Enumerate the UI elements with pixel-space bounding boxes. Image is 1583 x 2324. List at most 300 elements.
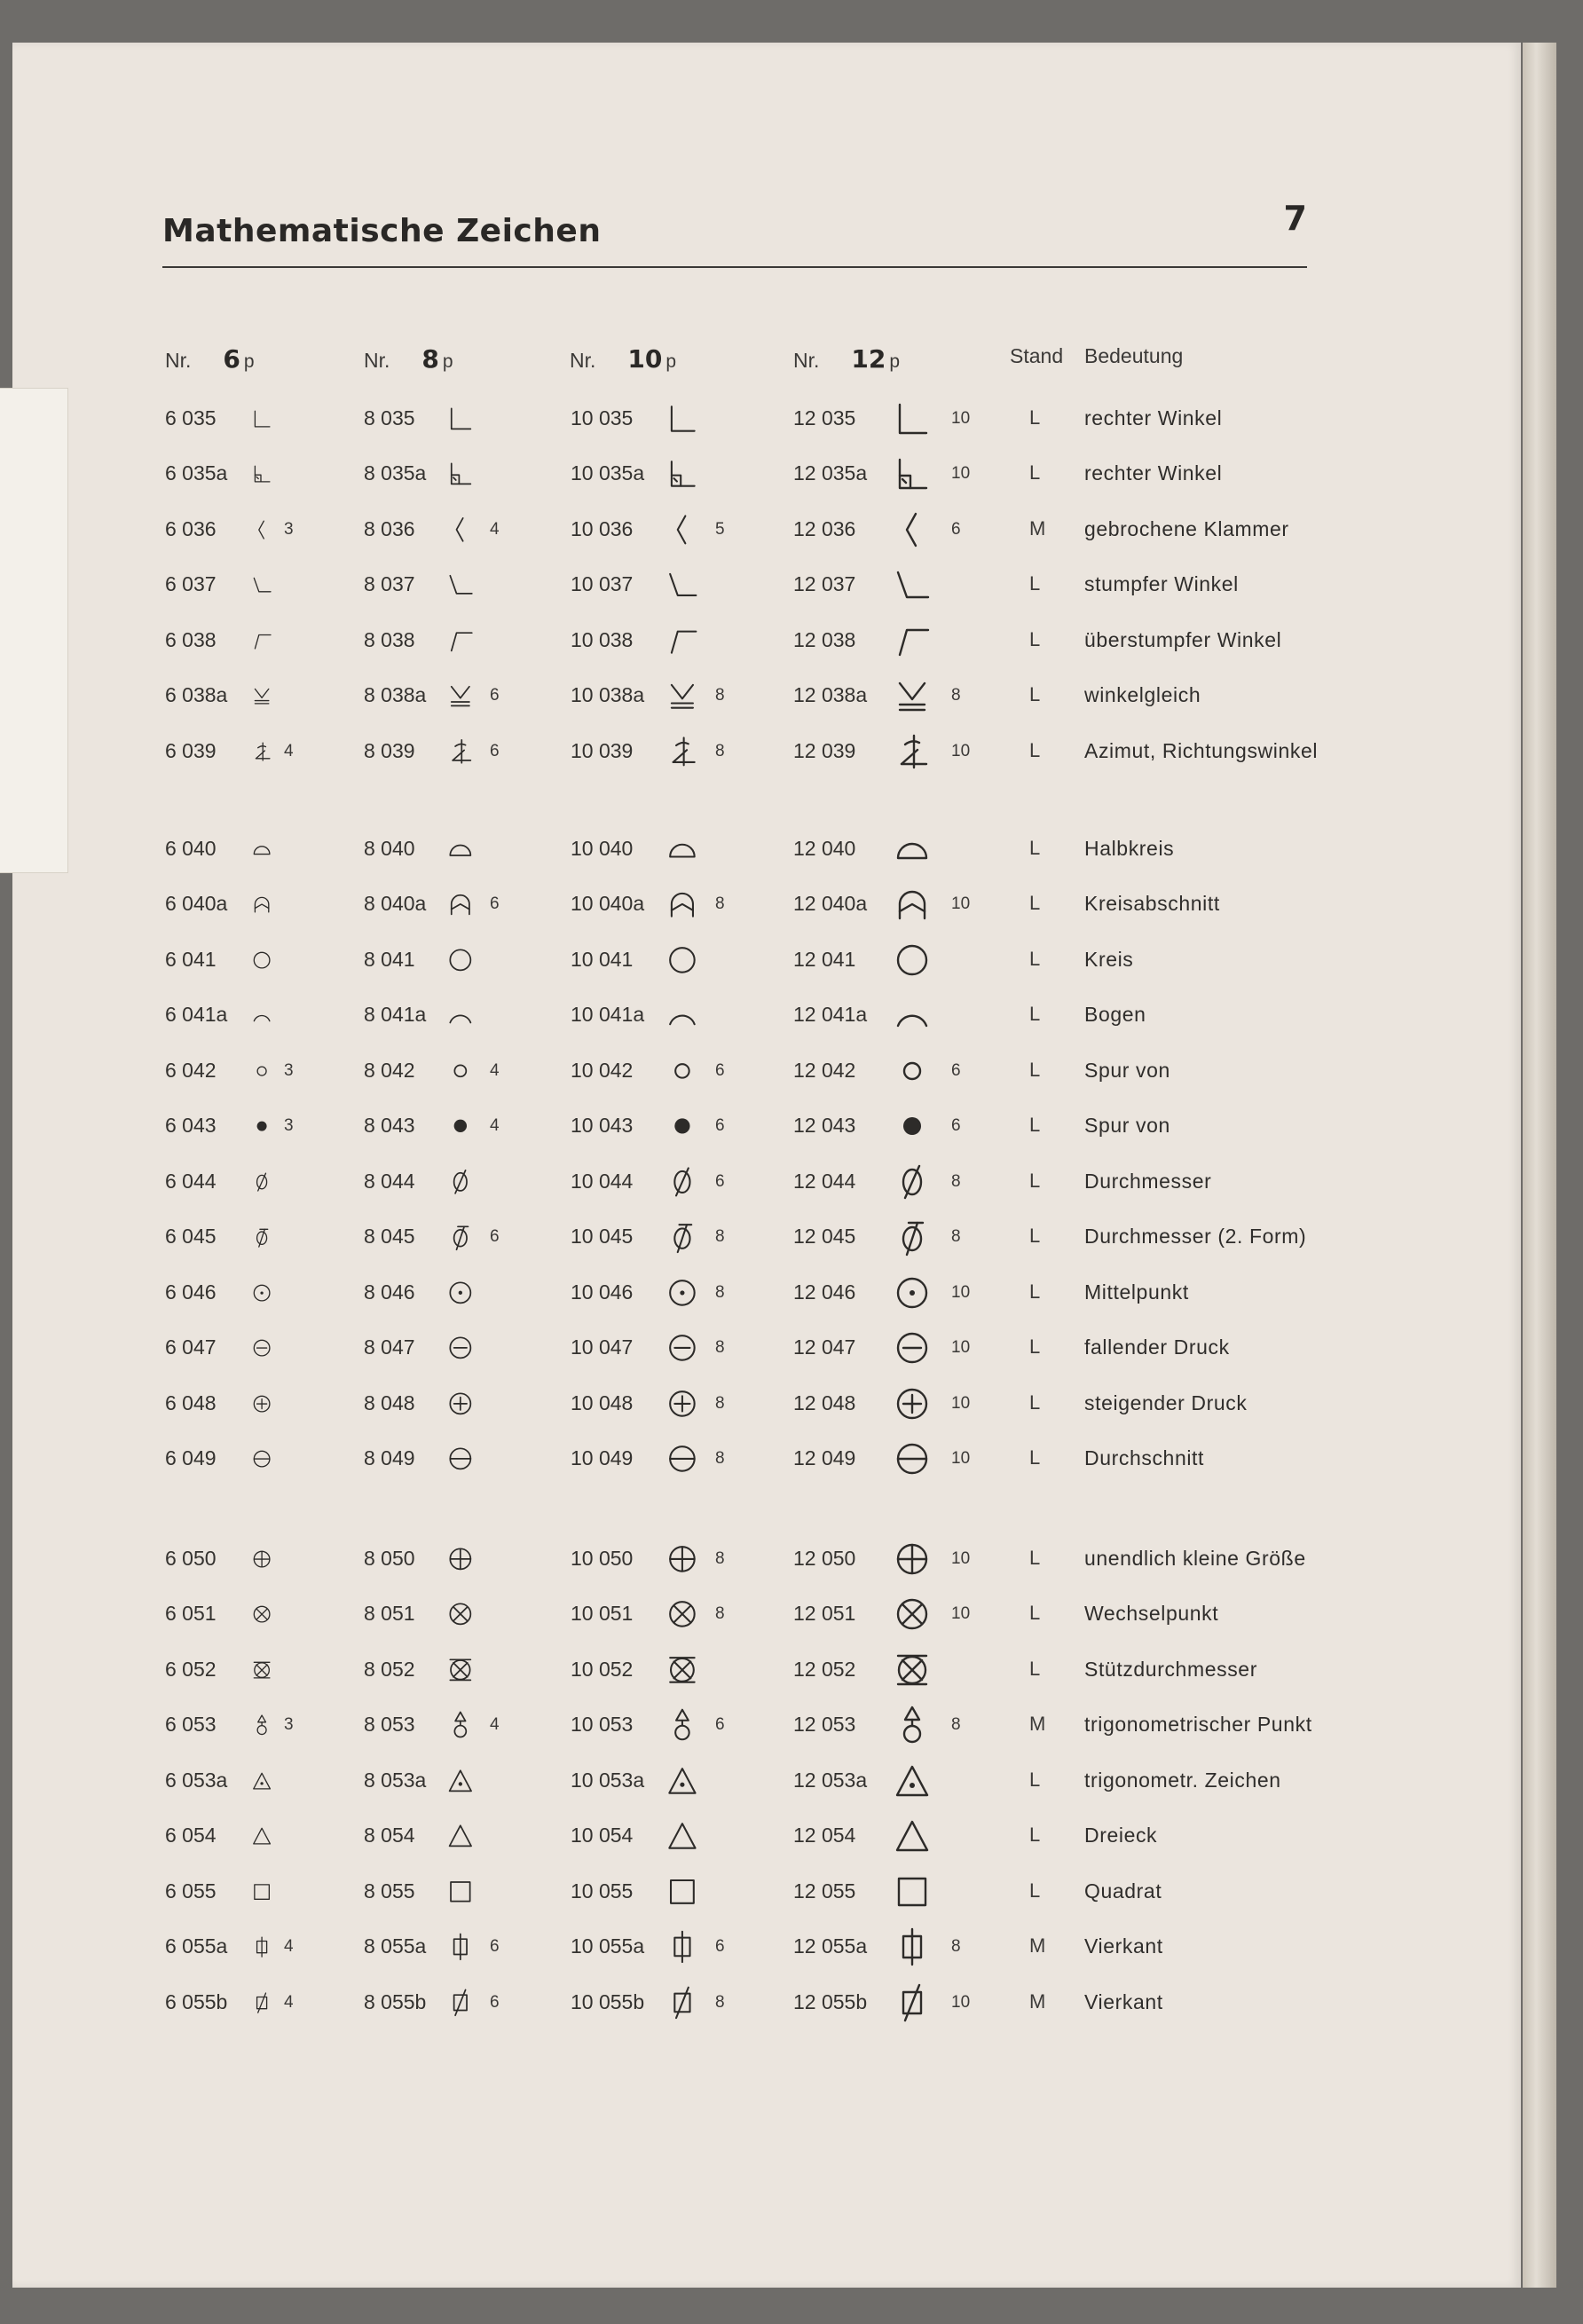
circle-x-bars-icon [665,1653,699,1687]
symbol-code: 8 054 [364,1824,415,1847]
diameter-alt-icon [665,1220,699,1254]
meaning-text: Durchschnitt [1084,1446,1205,1469]
symbol-code: 10 055b [571,1990,645,2013]
right-angle-marked-icon [893,454,932,493]
square-slash-icon [446,1989,475,2017]
square-icon [251,1881,272,1903]
trig-point-icon [446,1711,475,1739]
circle-segment-icon [665,887,699,921]
meaning-text: rechter Winkel [1084,461,1223,484]
square-bar-icon [893,1927,932,1966]
table-row [0,1280,1583,1334]
meaning-text: steigender Druck [1084,1391,1248,1414]
symbol-code: 12 042 [793,1059,856,1082]
circle-minus-icon [893,1328,932,1367]
symbol-code: 8 055 [364,1879,415,1903]
symbol-code: 8 041 [364,948,415,971]
square-bar-icon [251,1936,272,1958]
symbol-code: 8 055a [364,1934,427,1958]
circle-minus-icon [446,1334,475,1362]
broken-bracket-icon [446,516,475,544]
diameter-alt-icon [251,1226,272,1248]
right-angle-marked-icon [251,463,272,484]
right-angle-icon [251,408,272,429]
azimuth-icon [665,735,699,768]
filled-dot-icon [251,1115,272,1137]
stand-value: M [1029,1934,1046,1957]
table-row [0,948,1583,1001]
point-size-note: 6 [951,520,961,539]
azimuth-icon [446,737,475,766]
right-angle-marked-icon [446,460,475,488]
stand-value: L [1029,1003,1041,1025]
stand-value: L [1029,461,1041,484]
diameter-icon [446,1168,475,1196]
obtuse-angle-icon [893,565,932,604]
symbol-code: 6 050 [165,1547,217,1570]
small-circle-icon [251,1060,272,1082]
diameter-icon [665,1165,699,1199]
symbol-code: 10 053 [571,1713,634,1736]
small-circle-icon [446,1057,475,1085]
symbol-code: 6 036 [165,517,217,540]
symbol-code: 6 038 [165,628,217,651]
point-size-note: 4 [284,1937,294,1956]
symbol-code: 6 055 [165,1879,217,1903]
table-row [0,1003,1583,1056]
stand-value: L [1029,628,1041,650]
symbol-code: 10 054 [571,1824,634,1847]
angle-equal-icon [893,676,932,715]
arc-icon [665,998,699,1032]
circle-x-bars-icon [893,1650,932,1690]
filled-dot-icon [665,1109,699,1143]
semicircle-icon [446,835,475,863]
point-size-note: 4 [490,520,500,539]
triangle-dot-icon [251,1770,272,1792]
meaning-text: Spur von [1084,1114,1170,1137]
meaning-text: Vierkant [1084,1934,1163,1958]
filled-dot-icon [446,1112,475,1140]
stand-value: L [1029,572,1041,595]
symbol-code: 6 044 [165,1170,217,1193]
symbol-code: 12 055a [793,1934,868,1958]
obtuse-angle-icon [251,574,272,595]
meaning-text: Durchmesser [1084,1170,1212,1193]
symbol-code: 10 051 [571,1602,634,1625]
trig-point-icon [893,1706,932,1745]
circle-bar-icon [251,1448,272,1469]
circle-x-icon [665,1597,699,1631]
circle-dot-icon [251,1282,272,1304]
circle-x-bars-icon [251,1659,272,1681]
header-size: 6 [223,344,240,374]
symbol-code: 6 038a [165,683,228,706]
meaning-text: Stützdurchmesser [1084,1658,1257,1681]
page-number: 7 [1283,199,1307,238]
symbol-code: 8 043 [364,1114,415,1137]
header-nr-label: Nr. [165,349,192,372]
meaning-text: trigonometrischer Punkt [1084,1713,1312,1736]
header-p: p [665,351,677,372]
stand-value: L [1029,683,1041,705]
point-size-note: 8 [715,1338,725,1357]
symbol-code: 8 035a [364,461,427,484]
symbol-code: 12 043 [793,1114,856,1137]
circle-cross-icon [893,1540,932,1579]
symbol-code: 6 053 [165,1713,217,1736]
symbol-code: 10 035a [571,461,645,484]
page-header [162,199,1307,268]
point-size-note: 10 [951,1549,971,1568]
circle-minus-icon [665,1331,699,1365]
symbol-code: 10 036 [571,517,634,540]
symbol-code: 6 039 [165,739,217,762]
stand-value: L [1029,892,1041,914]
symbol-code: 10 055a [571,1934,645,1958]
symbol-code: 12 040 [793,837,856,860]
symbol-code: 12 051 [793,1602,856,1625]
azimuth-icon [251,741,272,762]
column-header-10p [570,344,676,374]
stand-value: L [1029,1658,1041,1680]
meaning-text: Durchmesser (2. Form) [1084,1225,1307,1248]
table-row [0,1879,1583,1933]
symbol-code: 6 054 [165,1824,217,1847]
symbol-code: 12 039 [793,739,856,762]
point-size-note: 10 [951,742,971,760]
symbol-code: 8 040a [364,892,427,915]
diameter-alt-icon [446,1223,475,1251]
point-size-note: 10 [951,1338,971,1357]
symbol-code: 6 055b [165,1990,228,2013]
symbol-code: 6 040a [165,892,228,915]
table-row [0,683,1583,737]
symbol-code: 10 040a [571,892,645,915]
point-size-note: 8 [715,1394,725,1413]
reflex-angle-icon [893,621,932,660]
symbol-code: 8 038 [364,628,415,651]
point-size-note: 8 [951,1715,961,1734]
meaning-text: gebrochene Klammer [1084,517,1289,540]
circle-plus-icon [893,1384,932,1423]
point-size-note: 5 [715,520,725,539]
header-p: p [442,351,453,372]
circle-icon [446,946,475,974]
meaning-text: Dreieck [1084,1824,1158,1847]
header-nr-label: Nr. [793,349,820,372]
point-size-note: 8 [951,1172,961,1191]
point-size-note: 8 [715,1449,725,1468]
point-size-note: 10 [951,409,971,428]
angle-equal-icon [251,685,272,706]
table-row [0,1990,1583,2044]
square-icon [446,1878,475,1906]
arc-icon [893,996,932,1035]
azimuth-icon [893,732,932,771]
circle-dot-icon [893,1273,932,1312]
square-slash-icon [251,1992,272,2013]
arc-icon [446,1001,475,1029]
symbol-code: 10 041 [571,948,634,971]
table-row [0,892,1583,945]
symbol-code: 12 041 [793,948,856,971]
header-size: 10 [627,344,663,374]
symbol-code: 10 047 [571,1335,634,1359]
meaning-text: stumpfer Winkel [1084,572,1239,595]
point-size-note: 6 [490,686,500,705]
symbol-code: 10 046 [571,1280,634,1304]
meaning-text: fallender Druck [1084,1335,1230,1359]
symbol-code: 12 055b [793,1990,868,2013]
table-row [0,1713,1583,1766]
stand-value: L [1029,1547,1041,1569]
symbol-code: 6 035a [165,461,228,484]
symbol-code: 12 046 [793,1280,856,1304]
square-bar-icon [446,1933,475,1961]
symbol-code: 10 039 [571,739,634,762]
stand-value: L [1029,1280,1041,1303]
symbol-code: 10 048 [571,1391,634,1414]
symbol-code: 8 042 [364,1059,415,1082]
obtuse-angle-icon [446,571,475,599]
reflex-angle-icon [446,626,475,655]
symbol-code: 10 053a [571,1769,645,1792]
circle-x-icon [251,1603,272,1625]
table-row [0,1170,1583,1223]
symbol-code: 6 042 [165,1059,217,1082]
symbol-code: 8 046 [364,1280,415,1304]
point-size-note: 4 [490,1715,500,1734]
symbol-code: 12 041a [793,1003,868,1026]
symbol-code: 6 048 [165,1391,217,1414]
table-row [0,1769,1583,1822]
symbol-code: 10 042 [571,1059,634,1082]
symbol-code: 8 040 [364,837,415,860]
triangle-dot-icon [665,1764,699,1798]
triangle-icon [251,1825,272,1847]
symbol-code: 12 054 [793,1824,856,1847]
point-size-note: 8 [715,1227,725,1246]
point-size-note: 4 [284,1993,294,2012]
column-header-stand: Stand [1010,344,1064,367]
circle-x-bars-icon [446,1656,475,1684]
point-size-note: 8 [951,1227,961,1246]
symbol-code: 6 046 [165,1280,217,1304]
symbol-code: 10 037 [571,572,634,595]
table-row [0,739,1583,792]
meaning-text: Kreisabschnitt [1084,892,1220,915]
stand-value: M [1029,517,1046,540]
reflex-angle-icon [665,624,699,658]
point-size-note: 4 [490,1116,500,1135]
symbol-code: 10 043 [571,1114,634,1137]
symbol-code: 12 053 [793,1713,856,1736]
symbol-code: 8 036 [364,517,415,540]
symbol-code: 12 050 [793,1547,856,1570]
circle-plus-icon [251,1393,272,1414]
stand-value: L [1029,1059,1041,1081]
symbol-code: 8 049 [364,1446,415,1469]
stand-value: L [1029,1602,1041,1624]
symbol-code: 6 035 [165,406,217,429]
point-size-note: 8 [715,1993,725,2012]
meaning-text: überstumpfer Winkel [1084,628,1282,651]
square-icon [893,1872,932,1911]
header-size: 12 [851,344,886,374]
broken-bracket-icon [665,513,699,547]
square-slash-icon [893,1983,932,2022]
circle-cross-icon [665,1542,699,1576]
point-size-note: 8 [715,1604,725,1623]
point-size-note: 4 [490,1061,500,1080]
table-row [0,1335,1583,1389]
small-circle-icon [893,1052,932,1091]
point-size-note: 6 [951,1061,961,1080]
point-size-note: 10 [951,1449,971,1468]
table-row [0,1934,1583,1988]
stand-value: L [1029,1335,1041,1358]
column-header-8p [364,344,453,374]
trig-point-icon [665,1708,699,1742]
filled-dot-icon [893,1107,932,1146]
circle-segment-icon [893,885,932,924]
meaning-text: Vierkant [1084,1990,1163,2013]
symbol-code: 6 043 [165,1114,217,1137]
table-row [0,837,1583,890]
symbol-code: 6 041 [165,948,217,971]
small-circle-icon [665,1054,699,1088]
point-size-note: 10 [951,1283,971,1302]
diameter-icon [893,1162,932,1201]
symbol-code: 12 053a [793,1769,868,1792]
triangle-icon [665,1819,699,1853]
point-size-note: 6 [490,1937,500,1956]
triangle-dot-icon [893,1761,932,1800]
header-nr-label: Nr. [570,349,596,372]
meaning-text: trigonometr. Zeichen [1084,1769,1281,1792]
point-size-note: 8 [715,742,725,760]
symbol-code: 8 051 [364,1602,415,1625]
point-size-note: 6 [490,1227,500,1246]
symbol-code: 12 047 [793,1335,856,1359]
symbol-code: 6 055a [165,1934,228,1958]
column-header-bedeutung: Bedeutung [1084,344,1184,367]
circle-icon [665,943,699,977]
point-size-note: 8 [951,686,961,705]
circle-plus-icon [665,1387,699,1421]
symbol-code: 12 035 [793,406,856,429]
table-row [0,1658,1583,1711]
square-slash-icon [665,1986,699,2020]
point-size-note: 6 [715,1061,725,1080]
stand-value: L [1029,1446,1041,1469]
stand-value: L [1029,1879,1041,1902]
table-row [0,461,1583,515]
point-size-note: 8 [715,1283,725,1302]
reflex-angle-icon [251,630,272,651]
point-size-note: 6 [490,1993,500,2012]
circle-segment-icon [251,894,272,915]
symbol-code: 6 051 [165,1602,217,1625]
header-size: 8 [421,344,439,374]
symbol-code: 10 038a [571,683,645,706]
table-row [0,1824,1583,1877]
symbol-code: 6 053a [165,1769,228,1792]
point-size-note: 10 [951,464,971,483]
symbol-code: 12 049 [793,1446,856,1469]
stand-value: M [1029,1990,1046,2013]
symbol-code: 10 040 [571,837,634,860]
circle-bar-icon [893,1439,932,1478]
symbol-code: 10 035 [571,406,634,429]
meaning-text: Mittelpunkt [1084,1280,1189,1304]
diameter-icon [251,1171,272,1193]
semicircle-icon [665,832,699,866]
symbol-code: 8 035 [364,406,415,429]
circle-cross-icon [446,1545,475,1573]
symbol-code: 10 055 [571,1879,634,1903]
symbol-code: 8 037 [364,572,415,595]
table-row [0,1059,1583,1112]
symbol-code: 12 037 [793,572,856,595]
point-size-note: 6 [715,1715,725,1734]
circle-cross-icon [251,1548,272,1570]
symbol-code: 8 048 [364,1391,415,1414]
symbol-code: 8 044 [364,1170,415,1193]
point-size-note: 6 [715,1937,725,1956]
triangle-dot-icon [446,1767,475,1795]
circle-minus-icon [251,1337,272,1359]
circle-dot-icon [446,1279,475,1307]
circle-x-icon [893,1595,932,1634]
stand-value: L [1029,1170,1041,1192]
broken-bracket-icon [893,510,932,549]
symbol-code: 12 048 [793,1391,856,1414]
point-size-note: 4 [284,742,294,760]
table-row [0,628,1583,681]
circle-bar-icon [446,1445,475,1473]
table-row [0,1547,1583,1600]
point-size-note: 3 [284,520,294,539]
table-row [0,572,1583,626]
table-row [0,1225,1583,1278]
symbol-code: 10 044 [571,1170,634,1193]
stand-value: L [1029,406,1041,429]
circle-icon [893,941,932,980]
point-size-note: 3 [284,1061,294,1080]
symbol-code: 8 045 [364,1225,415,1248]
symbol-code: 10 052 [571,1658,634,1681]
triangle-icon [893,1816,932,1855]
symbol-code: 6 049 [165,1446,217,1469]
symbol-code: 10 049 [571,1446,634,1469]
stand-value: L [1029,1391,1041,1414]
column-header-12p [793,344,900,374]
symbol-code: 12 038a [793,683,868,706]
symbol-code: 12 055 [793,1879,856,1903]
meaning-text: Wechselpunkt [1084,1602,1219,1625]
symbol-code: 6 052 [165,1658,217,1681]
symbol-code: 12 044 [793,1170,856,1193]
stand-value: M [1029,1713,1046,1735]
symbol-code: 8 047 [364,1335,415,1359]
meaning-text: Spur von [1084,1059,1170,1082]
diameter-alt-icon [893,1217,932,1257]
symbol-code: 8 053a [364,1769,427,1792]
table-row [0,1602,1583,1655]
point-size-note: 10 [951,1993,971,2012]
